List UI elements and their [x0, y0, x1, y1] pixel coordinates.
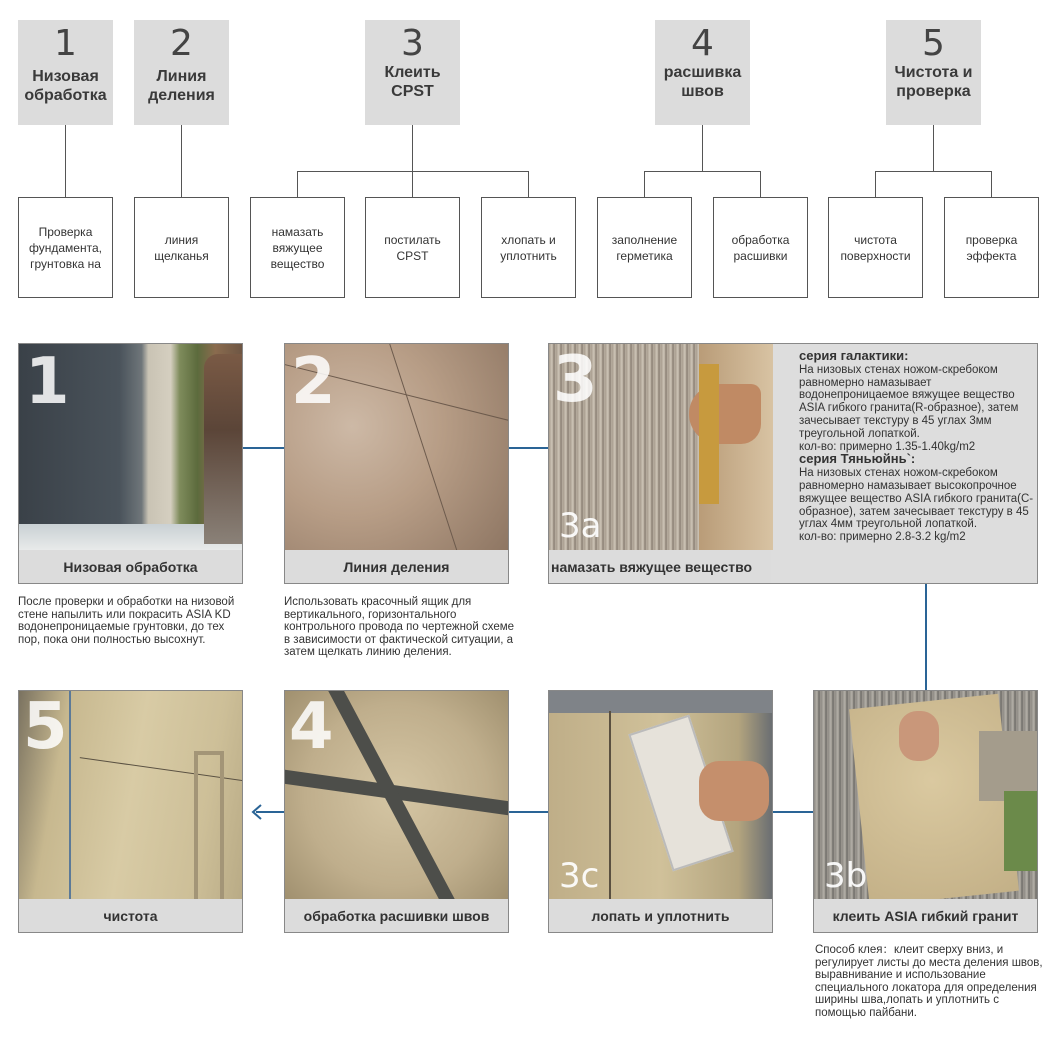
adhesive-info-text: [799, 350, 1035, 544]
substep-box: проверка эффекта: [944, 197, 1039, 298]
flow-connector: [773, 811, 813, 813]
substep-number: 3b: [824, 856, 868, 896]
phase-number: 1: [54, 23, 77, 64]
substep-box: постилать CPST: [365, 197, 460, 298]
step-card-1: [18, 343, 243, 584]
connector-line: [412, 125, 413, 172]
connector-line: [875, 171, 992, 172]
flow-connector: [243, 447, 284, 449]
connector-line: [644, 171, 761, 172]
step-card-4: [284, 690, 509, 933]
step-1-description: После проверки и обработки на низовой стене напылить или покрасить ASIA KD водонепроницаемые грунтовки, до тех пор, пока они полностью высохнут.: [18, 596, 235, 646]
substep-box: заполнение герметика: [597, 197, 692, 298]
step-number: 5: [23, 690, 68, 764]
step-caption: клеить ASIA гибкий гранит: [814, 899, 1037, 932]
step-3b-description: Способ клея：клеит сверху вниз, и регулирует листы до места деления швов, выравнивание и использование специального локатора для определения ширины шва,лопать и уплотнить с помощью пайбани.: [815, 944, 1043, 1019]
substep-box: обработка расшивки: [713, 197, 808, 298]
substep-box: намазать вяжущее вещество: [250, 197, 345, 298]
phase-title: расшивка швов: [663, 64, 742, 100]
connector-line: [875, 171, 876, 197]
connector-line: [297, 171, 298, 197]
step-caption: Линия деления: [285, 550, 508, 583]
step-card-3: [548, 343, 1038, 584]
connector-line: [991, 171, 992, 197]
phase-title: Низовая обработка: [24, 68, 107, 104]
phase-number: 4: [691, 23, 714, 64]
series-2-quantity: кол-во: примерно 2.8-3.2 kg/m2: [799, 531, 966, 544]
flow-connector: [509, 447, 548, 449]
phase-3-box: [365, 20, 460, 125]
connector-line: [933, 125, 934, 172]
connector-line: [644, 171, 645, 197]
phase-title: Чистота и проверка: [894, 64, 973, 100]
arrow-left-icon: [249, 803, 267, 821]
connector-line: [181, 125, 182, 197]
substep-box: Проверка фундамента, грунтовка на: [18, 197, 113, 298]
step-card-3b: [813, 690, 1038, 933]
series-2-text: На низовых стенах ножом-скребоком равномерно намазывает высокопрочное вяжущее вещество ASIA гибкого гранита(C-образное), затем зачесывает текстуру в 45 углах 4мм треугольной лопаткой.: [799, 467, 1034, 531]
step-caption: обработка расшивки швов: [285, 899, 508, 932]
phase-1-box: [18, 20, 113, 125]
connector-line: [528, 171, 529, 197]
substep-box: линия щелканья: [134, 197, 229, 298]
phase-2-box: [134, 20, 229, 125]
step-caption: Низовая обработка: [19, 550, 242, 583]
substep-number: 3c: [559, 856, 600, 896]
step-caption: чистота: [19, 899, 242, 932]
step-card-5: [18, 690, 243, 933]
phase-number: 5: [922, 23, 945, 64]
substep-number: 3a: [559, 506, 602, 546]
substep-box: хлопать и уплотнить: [481, 197, 576, 298]
series-2-title: серия Тяньюйнь`:: [799, 451, 916, 467]
phase-title: Линия деления: [148, 68, 215, 104]
phase-4-box: [655, 20, 750, 125]
phase-number: 3: [401, 23, 424, 64]
phase-title: Клеить CPST: [384, 64, 441, 100]
connector-line: [297, 171, 529, 172]
step-number: 3: [553, 343, 598, 417]
step-card-3c: [548, 690, 773, 933]
step-2-description: Использовать красочный ящик для вертикального, горизонтального контрольного провода по чертежной схеме в зависимости от фактической ситуации, а затем щелкать линию деления.: [284, 596, 515, 658]
connector-line: [702, 125, 703, 172]
phase-5-box: [886, 20, 981, 125]
connector-line: [760, 171, 761, 197]
substep-box: чистота поверхности: [828, 197, 923, 298]
connector-line: [412, 171, 413, 197]
series-1-title: серия галактики:: [799, 348, 909, 363]
step-number: 2: [291, 345, 336, 419]
step-caption: намазать вяжущее вещество: [549, 550, 771, 583]
step-caption: лопать и уплотнить: [549, 899, 772, 932]
series-1-quantity: кол-во: примерно 1.35-1.40kg/m2: [799, 440, 976, 453]
step-card-2: [284, 343, 509, 584]
connector-line: [65, 125, 66, 197]
step-number: 4: [289, 690, 334, 764]
phase-number: 2: [170, 23, 193, 64]
series-1-text: На низовых стенах ножом-скребоком равномерно намазывает водонепроницаемое вяжущее вещество ASIA гибкого гранита(R-образное), затем зачесывает текстуру в 45 углах 3мм треугольной лопаткой.: [799, 363, 1019, 440]
step-number: 1: [25, 345, 70, 419]
flow-connector: [509, 811, 548, 813]
flow-connector: [925, 584, 927, 692]
